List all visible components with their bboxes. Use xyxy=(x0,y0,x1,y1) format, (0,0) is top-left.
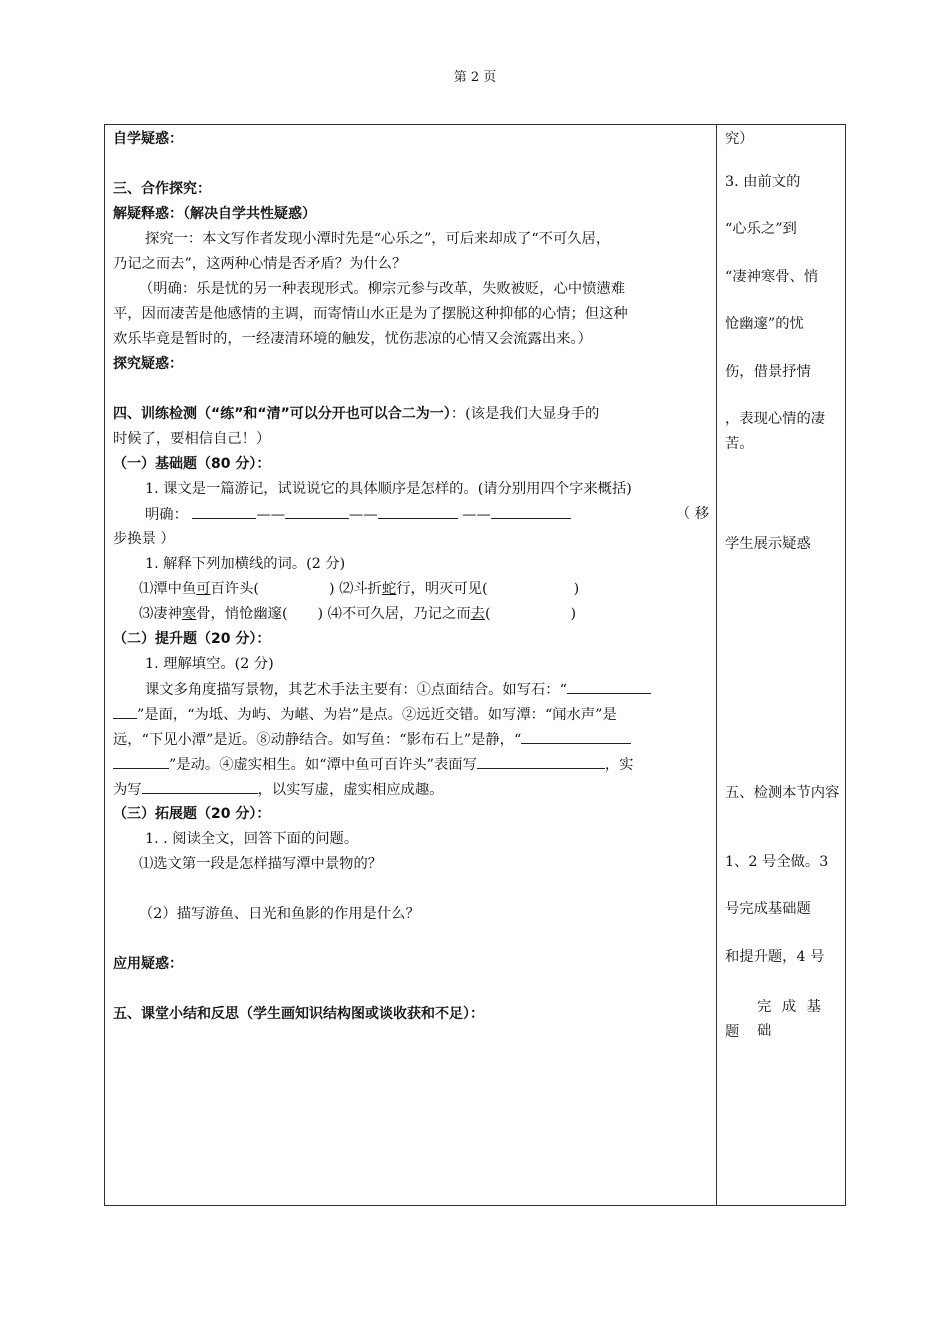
side-note: 号完成基础题 xyxy=(725,901,811,917)
question-3-line1 xyxy=(113,677,651,703)
question-2-row1 xyxy=(113,577,579,602)
section4-title-note: ：(该是我们大显身手的 xyxy=(450,406,600,422)
explore-doubt-label: 探究疑惑： xyxy=(113,356,183,372)
answer-dash-2: —— xyxy=(349,507,378,523)
explore1-line2: 乃记之而去”，这两种心情是否矛盾？为什么？ xyxy=(113,256,407,272)
question-3-line2 xyxy=(113,702,617,728)
q3-blank[interactable] xyxy=(142,777,258,794)
q2-text: ) xyxy=(570,606,577,622)
q2-text: ) ⑵斗折 xyxy=(328,581,382,597)
side-note: “心乐之”到 xyxy=(725,221,797,237)
apply-doubt-label: 应用疑惑： xyxy=(113,956,183,972)
question-2: 1. 解释下列加横线的词。(2 分) xyxy=(145,556,346,572)
q3-blank[interactable] xyxy=(521,727,631,744)
side-note: 和提升题，4 号 xyxy=(725,949,825,965)
answer-blank-3[interactable] xyxy=(378,502,458,519)
q2-text: ⑴潭中鱼 xyxy=(139,581,197,597)
q2-text: ⑶凄神 xyxy=(139,606,182,622)
answer-label: 明确： xyxy=(145,507,188,523)
question-3: 1. 理解填空。(2 分) xyxy=(145,656,274,672)
side-note: 五、检测本节内容 xyxy=(725,785,840,801)
clarify-line2: 平，因而凄苦是他感情的主调，而寄情山水正是为了摆脱这种抑郁的心情；但这种 xyxy=(113,306,628,322)
side-note: 伤，借景抒情 xyxy=(725,364,811,380)
answer-dash-3: —— xyxy=(462,507,491,523)
q3-text: ，以实写虚，虚实相应成趣。 xyxy=(257,782,444,798)
q2-text: ) xyxy=(573,581,580,597)
q3-blank[interactable] xyxy=(477,752,605,769)
column-divider xyxy=(716,125,717,1205)
q2-text: ) ⑷不可久居，乃记之而 xyxy=(317,606,471,622)
q2-underlined-word: 寒 xyxy=(181,606,197,622)
side-note: 题 xyxy=(725,1024,740,1040)
question-2-row2 xyxy=(113,602,576,627)
q2-underlined-word: 可 xyxy=(196,581,211,597)
resolve-title: 解疑释惑：（解决自学共性疑惑） xyxy=(113,206,316,222)
section3-title: 三、合作探究： xyxy=(113,181,211,197)
lesson-table xyxy=(104,124,846,1206)
side-note: 3. 由前文的 xyxy=(725,174,801,190)
question-3-line5 xyxy=(113,777,443,803)
section4-title: 四、训练检测（“练”和“清”可以分开也可以合二为一） xyxy=(113,406,451,422)
question-3-line3 xyxy=(113,727,631,753)
q3-text: ”是面，“为坻、为屿、为嵁、为岩”是点。②远近交错。如写潭：“闻水声”是 xyxy=(137,707,617,723)
section4-title-line1 xyxy=(113,402,599,427)
section5-title: 五、课堂小结和反思（学生画知识结构图或谈收获和不足）： xyxy=(113,1006,484,1022)
q3-blank[interactable] xyxy=(113,752,169,769)
q2-text: 百许头( xyxy=(210,581,259,597)
extend-title: （三）拓展题（20 分）： xyxy=(113,806,271,822)
side-note: ，表现心情的凄苦。 xyxy=(725,411,826,452)
question-1: 1. 课文是一篇游记，试说说它的具体顺序是怎样的。(请分别用四个字来概括) xyxy=(145,481,632,497)
q3-text: ，实 xyxy=(604,757,634,773)
q2-underlined-word: 蛇 xyxy=(381,581,397,597)
self-study-doubt-label: 自学疑惑： xyxy=(113,131,183,147)
basic-title: （一）基础题（80 分）： xyxy=(113,456,271,472)
clarify-line1: （明确：乐是忧的另一种表现形式。柳宗元参与改革，失败被贬，心中愤懑难 xyxy=(139,281,626,297)
side-note: 怆幽邃”的忧 xyxy=(725,316,804,332)
advance-title: （二）提升题（20 分）： xyxy=(113,631,271,647)
side-note: “凄神寒骨、悄 xyxy=(725,269,819,285)
clarify-line3: 欢乐毕竟是暂时的，一经凄清环境的触发，忧伤悲凉的心情又会流露出来。） xyxy=(113,331,592,347)
page-number: 第 2 页 xyxy=(453,70,497,85)
q3-blank[interactable] xyxy=(113,702,137,719)
q3-text: 课文多角度描写景物，其艺术手法主要有：①点面结合。如写石：“ xyxy=(145,682,567,698)
question-4-2: （2）描写游鱼、日光和鱼影的作用是什么？ xyxy=(139,906,420,922)
answer-blank-1[interactable] xyxy=(192,502,256,519)
q2-text: 行，明灭可见( xyxy=(396,581,488,597)
question-3-line4 xyxy=(113,752,709,778)
q3-text: 远，“下见小潭”是近。⑧动静结合。如写鱼：“影布石上”是静，“ xyxy=(113,732,522,748)
q2-text: ( xyxy=(484,606,491,622)
q3-text: ”是动。④虚实相生。如“潭中鱼可百许头”表面写 xyxy=(169,757,477,773)
side-note: 完 成 基 础 xyxy=(757,999,824,1039)
q3-blank[interactable] xyxy=(567,677,651,694)
side-note: 1、2 号全做。3 xyxy=(725,854,829,870)
explore1-line1: 探究一：本文写作者发现小潭时先是“心乐之”，可后来却成了“不可久居， xyxy=(145,231,611,247)
section4-title-line2: 时候了，要相信自己！） xyxy=(113,431,271,447)
answer-dash-1: —— xyxy=(256,507,286,523)
side-note: 究） xyxy=(725,131,754,147)
question-4: 1. . 阅读全文，回答下面的问题。 xyxy=(145,831,359,847)
q3-text: 为写 xyxy=(113,782,142,798)
side-note: 学生展示疑惑 xyxy=(725,536,811,552)
q2-text: 骨，悄怆幽邃( xyxy=(196,606,288,622)
answer-tail: （ 移 xyxy=(675,506,709,522)
answer-blank-2[interactable] xyxy=(285,502,349,519)
question-1-answer-end: 步换景 ） xyxy=(113,531,175,547)
question-1-answer xyxy=(113,502,709,528)
question-4-1: ⑴选文第一段是怎样描写潭中景物的？ xyxy=(139,856,383,872)
q2-underlined-word: 去 xyxy=(470,606,485,622)
answer-blank-4[interactable] xyxy=(491,502,571,519)
